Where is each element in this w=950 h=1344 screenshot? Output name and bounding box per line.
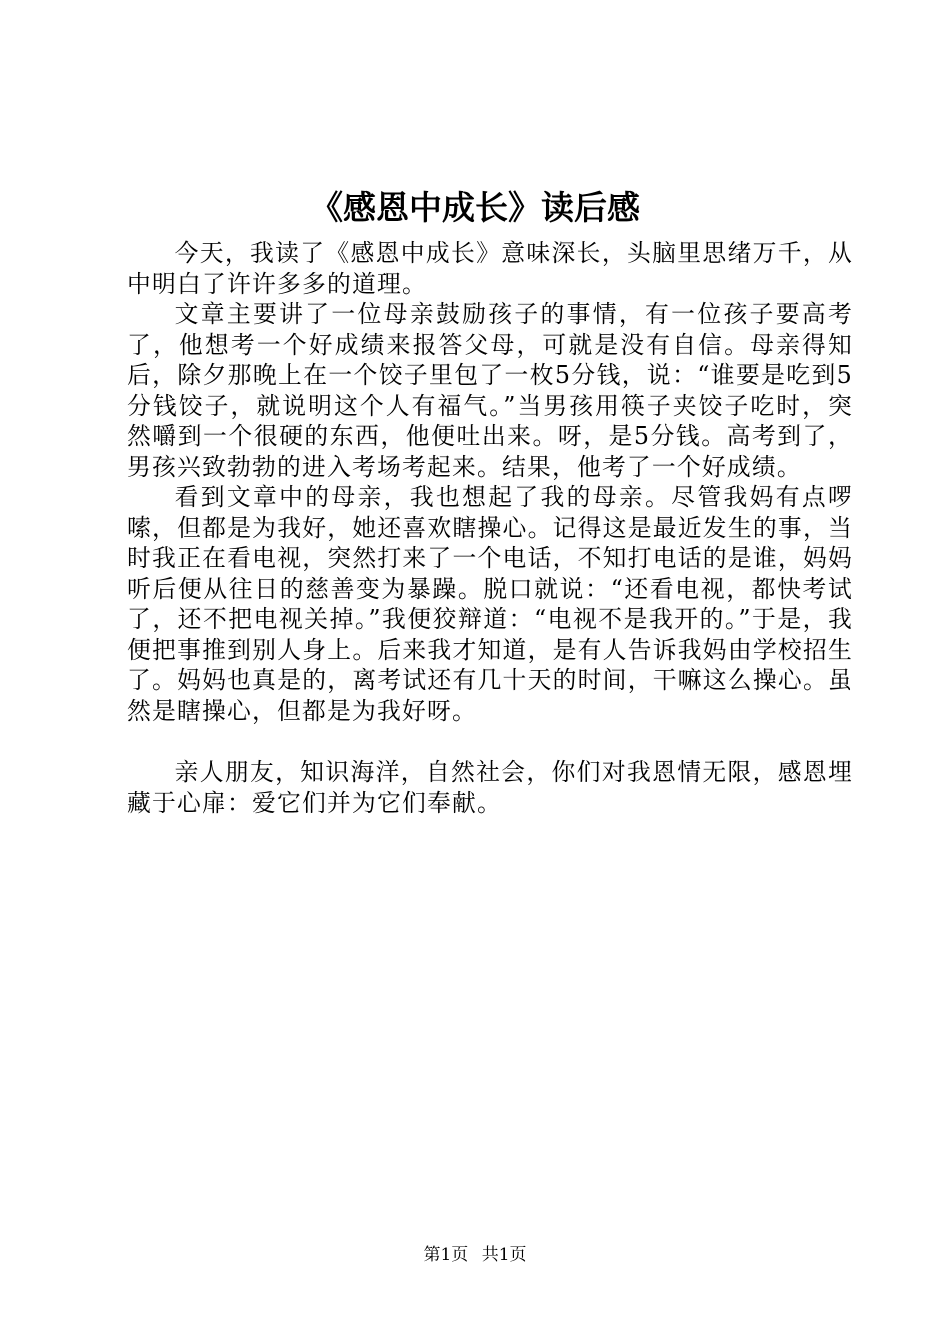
paragraph-conclusion: 亲人朋友，知识海洋，自然社会，你们对我恩情无限，感恩埋藏于心扉：爱它们并为它们奉献。 [127,758,853,817]
page-total: 共1页 [481,1245,527,1265]
document-body [127,238,853,818]
document-title: 《感恩中成长》读后感 [310,188,640,227]
paragraph-reflection: 看到文章中的母亲，我也想起了我的母亲。尽管我妈有点啰嗦，但都是为我好，她还喜欢瞎操心。记得这是最近发生的事，当时我正在看电视，突然打来了一个电话，不知打电话的是谁，妈妈听后便从往日的慈善变为暴躁。脱口就说：“还看电视，都快考试了，还不把电视关掉。”我便狡辩道：“电视不是我开的。”于是，我便把事推到别人身上。后来我才知道，是有人告诉我妈由学校招生了。妈妈也真是的，离考试还有几十天的时间，干嘛这么操心。虽然是瞎操心，但都是为我好呀。 [127,483,853,725]
paragraph-summary: 文章主要讲了一位母亲鼓励孩子的事情，有一位孩子要高考了，他想考一个好成绩来报答父母，可就是没有自信。母亲得知后，除夕那晚上在一个饺子里包了一枚5分钱，说：“谁要是吃到5分钱饺子，就说明这个人有福气。”当男孩用筷子夹饺子吃时，突然嚼到一个很硬的东西，他便吐出来。呀，是5分钱。高考到了，男孩兴致勃勃的进入考场考起来。结果，他考了一个好成绩。 [127,300,853,481]
page-number: 第1页 [423,1245,469,1265]
paragraph-intro: 今天，我读了《感恩中成长》意味深长，头脑里思绪万千，从中明白了许许多多的道理。 [127,239,853,298]
page-footer [0,1243,950,1267]
